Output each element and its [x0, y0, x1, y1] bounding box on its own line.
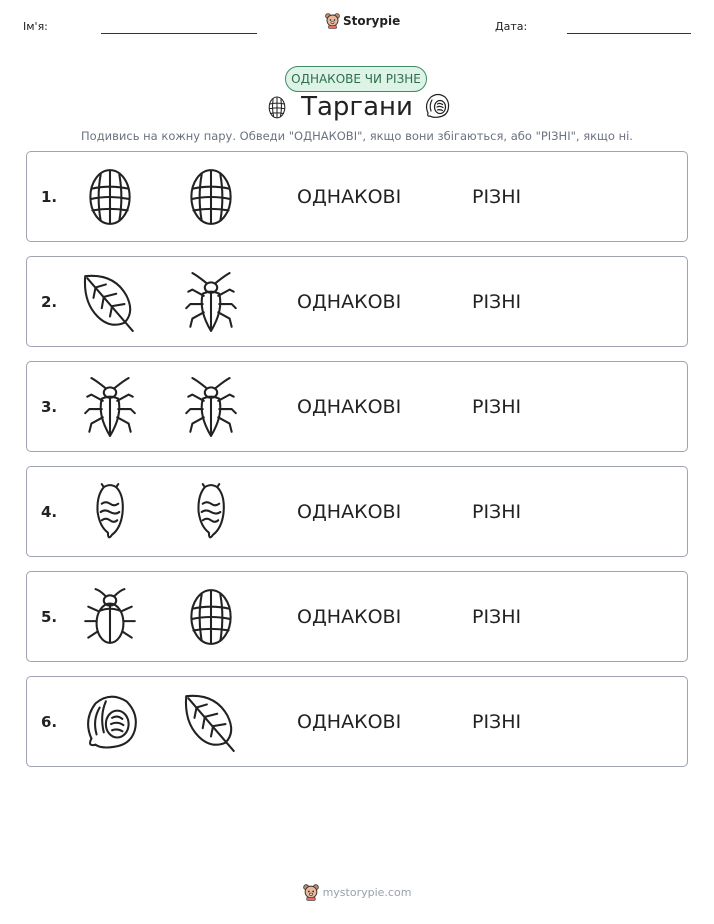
- question-row-5: [26, 571, 688, 662]
- option-different[interactable]: РІЗНІ: [472, 606, 522, 628]
- question-row-6: [26, 676, 688, 767]
- question-number: 5.: [41, 608, 58, 626]
- option-different[interactable]: РІЗНІ: [472, 711, 522, 733]
- question-number: 3.: [41, 398, 58, 416]
- option-different[interactable]: РІЗНІ: [472, 396, 522, 418]
- page-title: Таргани: [301, 92, 413, 122]
- snail-shell-icon: [79, 691, 141, 753]
- footer: [0, 884, 714, 901]
- question-row-4: [26, 466, 688, 557]
- activity-badge: ОДНАКОВЕ ЧИ РІЗНЕ: [285, 66, 427, 92]
- question-number: 4.: [41, 503, 58, 521]
- leaf-icon: [79, 271, 141, 333]
- footer-url[interactable]: mystorypie.com: [322, 886, 412, 899]
- larva-icon: [180, 481, 242, 543]
- option-same[interactable]: ОДНАКОВІ: [297, 396, 402, 418]
- question-row-1: [26, 151, 688, 242]
- question-row-2: [26, 256, 688, 347]
- option-different[interactable]: РІЗНІ: [472, 186, 522, 208]
- brand-logo: [325, 13, 400, 29]
- option-same[interactable]: ОДНАКОВІ: [297, 606, 402, 628]
- option-same[interactable]: ОДНАКОВІ: [297, 501, 402, 523]
- brand-name: Storypie: [343, 14, 401, 28]
- name-label: Ім'я:: [23, 20, 48, 33]
- ootheca-icon: [180, 166, 242, 228]
- option-same[interactable]: ОДНАКОВІ: [297, 291, 402, 313]
- cockroach-icon: [79, 376, 141, 438]
- larva-icon: [79, 481, 141, 543]
- bear-logo-icon: [303, 884, 319, 901]
- question-number: 6.: [41, 713, 58, 731]
- ootheca-icon: [180, 586, 242, 648]
- snail-shell-icon: [422, 90, 452, 122]
- instructions: Подивись на кожну пару. Обведи "ОДНАКОВІ", якщо вони збігаються, або "РІЗНІ", якщо ні.: [81, 129, 633, 143]
- question-number: 2.: [41, 293, 58, 311]
- date-line[interactable]: [567, 33, 691, 34]
- option-different[interactable]: РІЗНІ: [472, 501, 522, 523]
- cockroach-icon: [180, 376, 242, 438]
- option-different[interactable]: РІЗНІ: [472, 291, 522, 313]
- question-row-3: [26, 361, 688, 452]
- date-label: Дата:: [495, 20, 528, 33]
- beetle-icon: [79, 586, 141, 648]
- question-number: 1.: [41, 188, 58, 206]
- bear-logo-icon: [325, 13, 340, 29]
- cockroach-icon: [180, 271, 242, 333]
- ootheca-icon: [79, 166, 141, 228]
- option-same[interactable]: ОДНАКОВІ: [297, 711, 402, 733]
- option-same[interactable]: ОДНАКОВІ: [297, 186, 402, 208]
- name-line[interactable]: [101, 33, 257, 34]
- leaf-icon: [180, 691, 242, 753]
